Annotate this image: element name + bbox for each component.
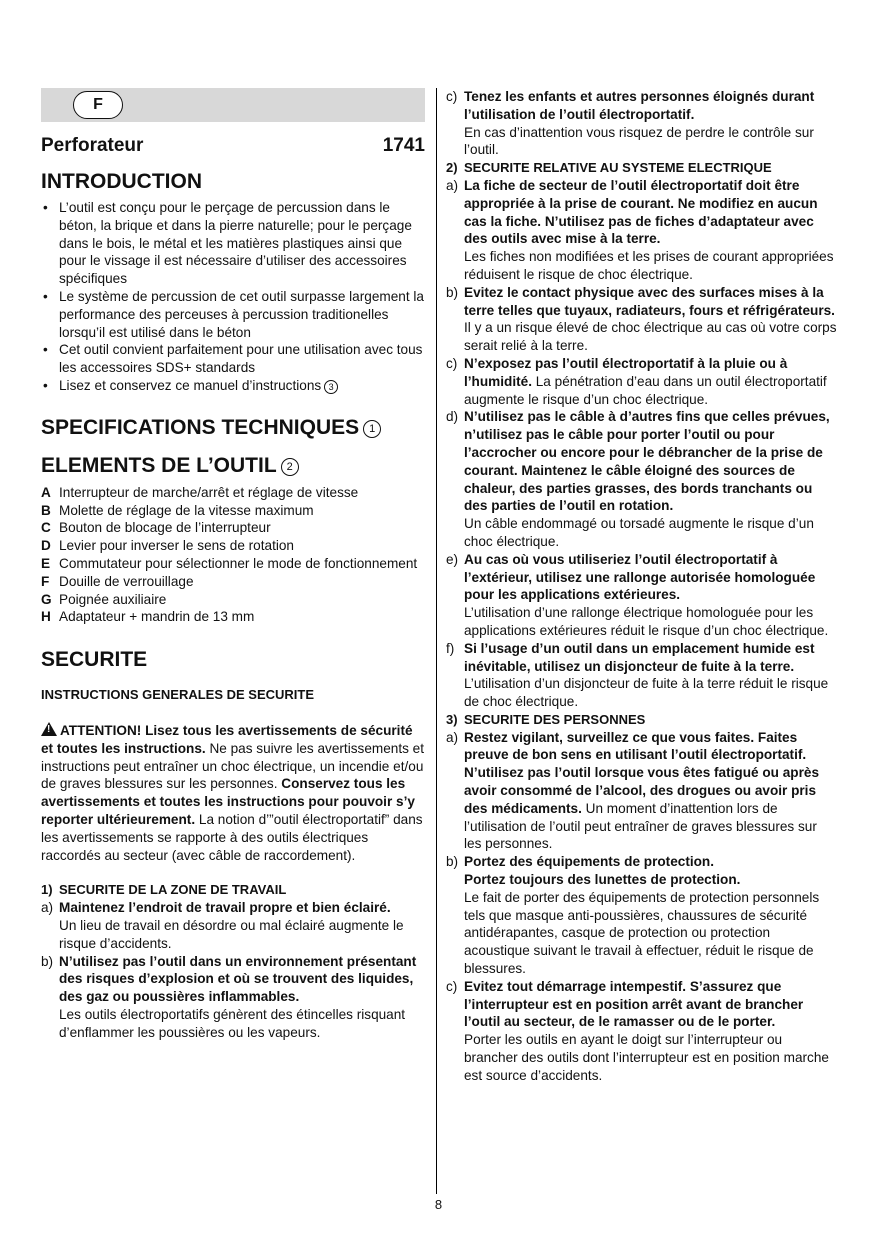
item-key: c) (446, 89, 458, 104)
item-body (464, 853, 838, 978)
specs-heading (41, 415, 425, 441)
item-text: Porter les outils en ayant le doigt sur l’interrupteur ou brancher des outils dont l’interrupteur est en position marche est source d’accidents. (464, 1032, 829, 1083)
item-body (59, 953, 425, 1042)
item-key: f) (446, 640, 455, 656)
element-item (41, 573, 425, 591)
element-key: E (41, 555, 51, 571)
item-bold: N’utilisez pas le câble à d’autres fins que celles prévues, n’utilisez pas le câble pour porter l’outil ou pour l’accrocher ou encore pour le débrancher de la prise de courant. Maintenez le câble éloigné des sources de chaleur, des parties grasses, des bords tranchants ou des parties de l’outil en rotation. (464, 409, 830, 514)
element-item (41, 537, 425, 555)
item-bold: Evitez le contact physique avec des surfaces mises à la terre telles que tuyaux, radiateurs, fours et réfrigérateurs. (464, 284, 835, 318)
item-bold: La fiche de secteur de l’outil électroportatif doit être appropriée à la prise de courant. Ne modifiez en aucun cas la fiche. N’utilisez pas de fiches d’adaptateur avec des outils avec mise à la terre. (464, 177, 818, 247)
element-item (41, 519, 425, 537)
element-item (41, 484, 425, 502)
item-text: L’utilisation d’une rallonge électrique homologuée pour les applications extérieures réduit le risque d’un choc électrique. (464, 605, 829, 638)
section-title (446, 159, 838, 177)
element-item (41, 608, 425, 626)
item-text: Un lieu de travail en désordre ou mal éclairé augmente le risque d’accidents. (59, 917, 404, 951)
item-bold: Si l’usage d’un outil dans un emplacement humide est inévitable, utilisez un disjoncteur de fuite à la terre. (464, 640, 815, 674)
item-bold: N’exposez pas l’outil électroportatif à la pluie ou à l’humidité. (464, 355, 788, 389)
safety-item (446, 355, 838, 408)
elements-list (41, 484, 425, 626)
element-item (41, 591, 425, 609)
item-body (464, 408, 838, 550)
element-key: H (41, 609, 51, 625)
attention-bold: ATTENTION! Lisez tous les avertissements de sécurité et toutes les instructions. (41, 722, 413, 756)
element-item (41, 555, 425, 573)
intro-bullet: • L’outil est conçu pour le perçage de percussion dans le béton, la brique et dans la pierre naturelle; pour le perçage dans le bois, le métal et les matières plastiques ainsi que pour le vissage il est nécessaire d’utiliser des accessoires spécifiques (41, 199, 425, 288)
safety-item (446, 551, 838, 640)
item-text: La pénétration d’eau dans un outil électroportatif augmente le risque d’un choc électrique. (464, 373, 827, 407)
attention-paragraph (41, 722, 425, 864)
intro-bullet-text: Lisez et conservez ce manuel d’instructions (59, 377, 322, 393)
section-number: 2) (446, 160, 458, 176)
item-text: Le fait de porter des équipements de protection personnels tels que masque anti-poussières, chaussures de sécurité antidérapantes, casque de protection ou protection acoustique suivant le travail à effectuer, réduit le risque de blessures. (464, 889, 820, 977)
securite-subheading: INSTRUCTIONS GENERALES DE SECURITE (41, 687, 315, 703)
item-key: a) (446, 729, 459, 745)
element-key: F (41, 573, 50, 589)
item-key: a) (446, 177, 459, 193)
attention-text: La notion d’”outil électroportatif” dans les avertissements se rapporte à des outils électriques raccordés au secteur (avec câble de raccordement). (41, 811, 423, 863)
title-row (41, 134, 425, 158)
element-key: B (41, 502, 51, 518)
elements-heading (41, 453, 425, 479)
intro-bullet: • Le système de percussion de cet outil surpasse largement la performance des perceuses à percussion traditionelles lorsqu’il est utilisé dans le béton (41, 288, 425, 341)
item-key: e) (446, 551, 459, 567)
section-title (41, 881, 425, 899)
language-bar (41, 88, 425, 122)
elements-heading-text: ELEMENTS DE L’OUTIL (41, 453, 277, 477)
item-key: b) (41, 953, 54, 969)
item-bold: Maintenez l’endroit de travail propre et bien éclairé. (59, 900, 391, 916)
safety-item (446, 284, 838, 355)
figure-ref-2: 2 (281, 458, 299, 476)
item-body (464, 177, 838, 284)
intro-list (41, 199, 425, 395)
warning-triangle-icon (41, 722, 57, 736)
page-number: 8 (434, 1197, 443, 1212)
item-body (464, 978, 838, 1085)
section-work-area (41, 881, 425, 1041)
element-text: Poignée auxiliaire (59, 591, 167, 607)
model-number: 1741 (382, 135, 425, 156)
section-title-text: SECURITE RELATIVE AU SYSTEME ELECTRIQUE (464, 160, 772, 176)
item-body (464, 640, 838, 711)
section-number: 1) (41, 882, 53, 898)
item-key: a) (41, 900, 54, 916)
product-name: Perforateur (41, 135, 144, 156)
safety-item (446, 729, 838, 854)
safety-item (446, 408, 838, 550)
item-key: b) (446, 284, 459, 300)
item-text: En cas d’inattention vous risquez de perdre le contrôle sur l’outil. (464, 124, 814, 158)
item-bold: Evitez tout démarrage intempestif. S’assurez que l’interrupteur est en position arrêt avant de brancher l’outil au secteur, de le ramasser ou de le porter. (464, 978, 804, 1030)
language-badge: F (73, 91, 123, 119)
item-body (464, 284, 838, 355)
safety-item (446, 978, 838, 1085)
section-title-text: SECURITE DES PERSONNES (464, 711, 646, 727)
item-bold: Restez vigilant, surveillez ce que vous faites. Faites preuve de bon sens en utilisant l’outil électroportatif. N’utilisez pas l’outil lorsque vous êtes fatigué ou après avoir consommé de l’alcool, des drogues ou avoir pris des médicaments. (464, 729, 820, 816)
right-column (446, 88, 838, 1085)
safety-item (446, 88, 838, 159)
item-key: c) (446, 978, 458, 994)
item-body (464, 355, 838, 408)
item-bold: Au cas où vous utiliseriez l’outil électroportatif à l’extérieur, utilisez une rallonge autorisée homologuée pour les applications extérieures. (464, 551, 816, 603)
item-bold: Portez toujours des lunettes de protection. (464, 872, 741, 888)
attention-bold: Conservez tous les avertissements et toutes les instructions pour pouvoir s’y reporter ultérieurement. (41, 776, 415, 827)
figure-ref-3: 3 (324, 380, 338, 394)
item-bold: Tenez les enfants et autres personnes éloignés durant l’utilisation de l’outil électroportatif. (464, 89, 815, 122)
element-text: Molette de réglage de la vitesse maximum (59, 502, 314, 518)
section-title-text: SECURITE DE LA ZONE DE TRAVAIL (59, 882, 287, 898)
item-text: Les fiches non modifiées et les prises de courant appropriées réduisent le risque de choc électrique. (464, 249, 834, 282)
item-key: b) (446, 854, 459, 870)
item-body (464, 88, 838, 159)
element-key: C (41, 520, 51, 536)
intro-bullet: • Cet outil convient parfaitement pour une utilisation avec tous les accessoires SDS+ standards (41, 341, 425, 377)
element-key: A (41, 484, 51, 500)
element-text: Interrupteur de marche/arrêt et réglage de vitesse (59, 484, 359, 500)
securite-heading: SECURITE (41, 648, 148, 672)
item-key: d) (446, 409, 459, 425)
item-text: L’utilisation d’un disjoncteur de fuite à la terre réduit le risque de choc électrique. (464, 676, 829, 710)
safety-item (41, 953, 425, 1042)
column-divider (436, 88, 437, 1194)
element-key: D (41, 538, 51, 554)
item-bold: N’utilisez pas l’outil dans un environnement présentant des risques d’explosion et où se trouvent des liquides, des gaz ou poussières inflammables. (59, 953, 417, 1005)
element-item (41, 502, 425, 520)
intro-heading: INTRODUCTION (41, 170, 202, 193)
item-text: Les outils électroportatifs génèrent des étincelles risquant d’enflammer les poussières ou les vapeurs. (59, 1006, 406, 1040)
safety-item (446, 177, 838, 284)
item-key: c) (446, 355, 458, 371)
safety-item (41, 899, 425, 952)
element-text: Bouton de blocage de l’interrupteur (59, 520, 271, 536)
element-text: Douille de verrouillage (59, 573, 194, 589)
element-text: Adaptateur + mandrin de 13 mm (59, 609, 255, 625)
item-body (464, 551, 838, 640)
safety-item (446, 640, 838, 711)
item-bold: Portez des équipements de protection. (464, 854, 715, 870)
item-body (59, 899, 425, 952)
intro-bullet (41, 377, 425, 395)
left-column (41, 88, 425, 1041)
element-text: Commutateur pour sélectionner le mode de fonctionnement (59, 555, 418, 571)
section-title (446, 711, 838, 729)
section-number: 3) (446, 711, 458, 727)
safety-item (446, 853, 838, 978)
attention-text: Ne pas suivre les avertissements et instructions peut entraîner un choc électrique, un incendie et/ou de graves blessures sur les personnes. (41, 740, 425, 792)
item-text: Un câble endommagé ou torsadé augmente le risque d’un choc électrique. (464, 516, 814, 549)
item-text: Il y a un risque élevé de choc électrique au cas où votre corps serait relié à la terre. (464, 320, 837, 354)
element-text: Levier pour inverser le sens de rotation (59, 538, 294, 554)
item-text: Un moment d’inattention lors de l’utilisation de l’outil peut entraîner de graves blessures sur les personnes. (464, 800, 817, 852)
item-body (464, 729, 838, 854)
specs-heading-text: SPECIFICATIONS TECHNIQUES (41, 415, 360, 439)
element-key: G (41, 591, 52, 607)
figure-ref-1: 1 (363, 420, 381, 438)
